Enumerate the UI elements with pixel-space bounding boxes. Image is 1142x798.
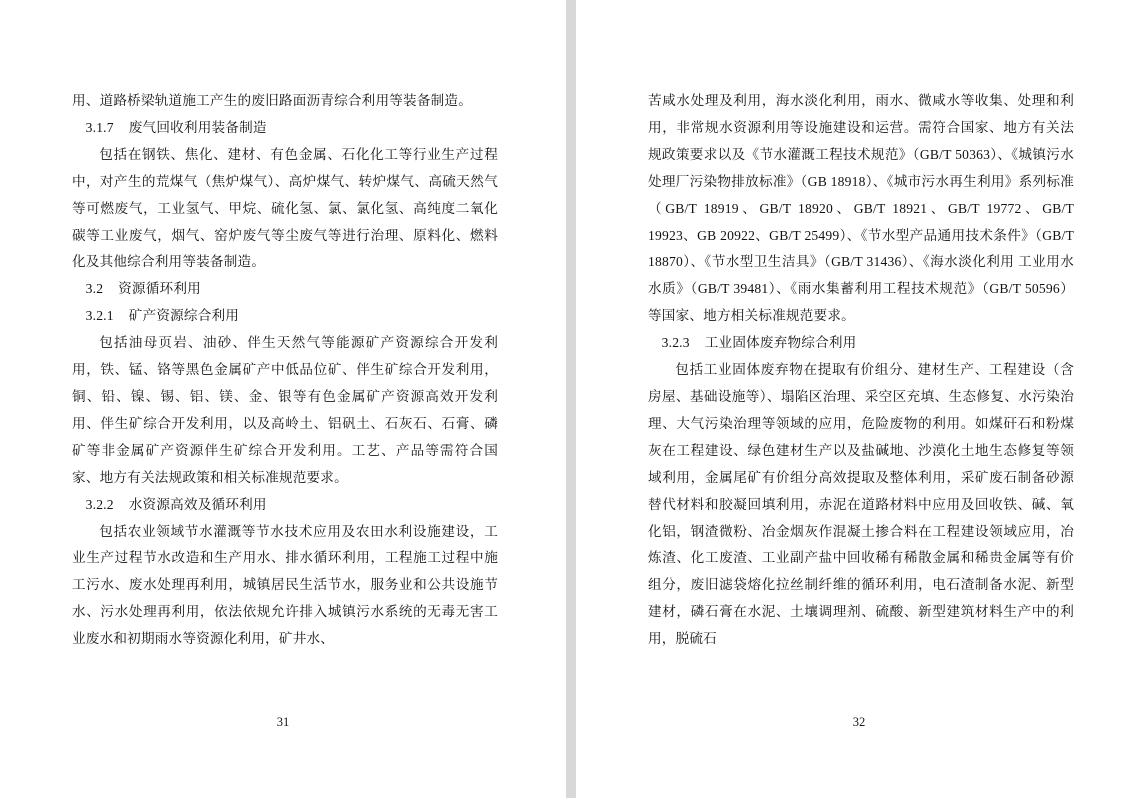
section-number: 3.2.2: [85, 496, 114, 512]
section-heading: [72, 276, 498, 303]
section-number: 3.2.3: [661, 335, 690, 351]
paragraph: 用、道路桥梁轨道施工产生的废旧路面沥青综合利用等装备制造。: [72, 93, 473, 108]
section-title: 工业固体废弃物综合利用: [704, 335, 857, 351]
page-right: [576, 0, 1142, 798]
paragraph: 苦咸水处理及利用，海水淡化利用，雨水、微咸水等收集、处理和利用，非常规水资源利用等设施建设和运营。需符合国家、地方有关法规政策要求以及《节水灌溉工程技术规范》（GB/T 50363）、《城镇污水处理厂污染物排放标准》（GB 18918）、《城市污水再生利用》系列标准（GB/T 18919、GB/T 18920、GB/T 18921、GB/T 19772、GB/T 19923、GB 20922、GB/T 25499）、《节水型产品通用技术条件》（GB/T 18870）、《节水型卫生洁具》（GB/T 31436）、《海水淡化利用 工业用水水质》（GB/T 39481）、《雨水集蓄利用工程技术规范》（GB/T 50596）等国家、地方相关标准规范要求。: [648, 93, 1074, 324]
section-title: 矿产资源综合利用: [128, 308, 240, 324]
paragraph: 包括工业固体废弃物在提取有价组分、建材生产、工程建设（含房屋、基础设施等）、塌陷区治理、采空区充填、生态修复、水污染治理、大气污染治理等领域的应用，危险废物的利用。如煤矸石和粉煤灰在工程建设、绿色建材生产以及盐碱地、沙漠化土地生态修复等领域利用，金属尾矿有价组分高效提取及整体利用，采矿废石制备砂源替代材料和胶凝回填利用，赤泥在道路材料中应用及回收铁、碱、氧化铝，钢渣微粉、冶金烟灰作混凝土掺合料在工程建设领域应用，冶炼渣、化工废渣、工业副产盐中回收稀有稀散金属和稀贵金属等有价组分，废旧滤袋熔化拉丝制纤维的循环利用，电石渣制备水泥、新型建材，磷石膏在水泥、土壤调理剂、硫酸、新型建筑材料生产中的利用，脱硫石: [648, 362, 1074, 647]
section-number: 3.2.1: [85, 308, 114, 324]
section-heading: [72, 303, 498, 330]
section-heading: [648, 330, 1074, 357]
section-number: 3.1.7: [85, 119, 114, 135]
section-title: 水资源高效及循环利用: [128, 496, 267, 512]
page-right-body: [576, 0, 1142, 798]
section-title: 资源循环利用: [118, 281, 201, 297]
page-left-body: [0, 0, 566, 798]
paragraph: 包括农业领域节水灌溉等节水技术应用及农田水利设施建设，工业生产过程节水改造和生产用水、排水循环利用，工程施工过程中施工污水、废水处理再利用，城镇居民生活节水，服务业和公共设施节水、污水处理再利用，依法依规允许排入城镇污水系统的无毒无害工业废水和初期雨水等资源化利用，矿井水、: [72, 523, 498, 647]
paragraph: 包括在钢铁、焦化、建材、有色金属、石化化工等行业生产过程中，对产生的荒煤气（焦炉煤气）、高炉煤气、转炉煤气、高硫天然气等可燃废气，工业氢气、甲烷、硫化氢、氯、氯化氢、高纯度二氧化碳等工业废气，烟气、窑炉废气等尘废气等进行治理、原料化、燃料化及其他综合利用等装备制造。: [72, 146, 498, 270]
page-left: [0, 0, 566, 798]
page-number: 32: [852, 715, 866, 729]
paragraph: 包括油母页岩、油砂、伴生天然气等能源矿产资源综合开发利用，铁、锰、铬等黑色金属矿产中低品位矿、伴生矿综合开发利用，铜、铅、镍、锡、铝、镁、金、银等有色金属矿产资源高效开发利用、伴生矿综合开发利用，以及高岭土、铝矾土、石灰石、石膏、磷矿等非金属矿产资源伴生矿综合开发利用。工艺、产品等需符合国家、地方有关法规政策和相关标准规范要求。: [72, 335, 498, 485]
section-title: 废气回收利用装备制造: [128, 119, 267, 135]
section-heading: [72, 492, 498, 519]
page-number: 31: [276, 715, 290, 729]
section-number: 3.2: [85, 281, 104, 297]
section-heading: [72, 115, 498, 142]
